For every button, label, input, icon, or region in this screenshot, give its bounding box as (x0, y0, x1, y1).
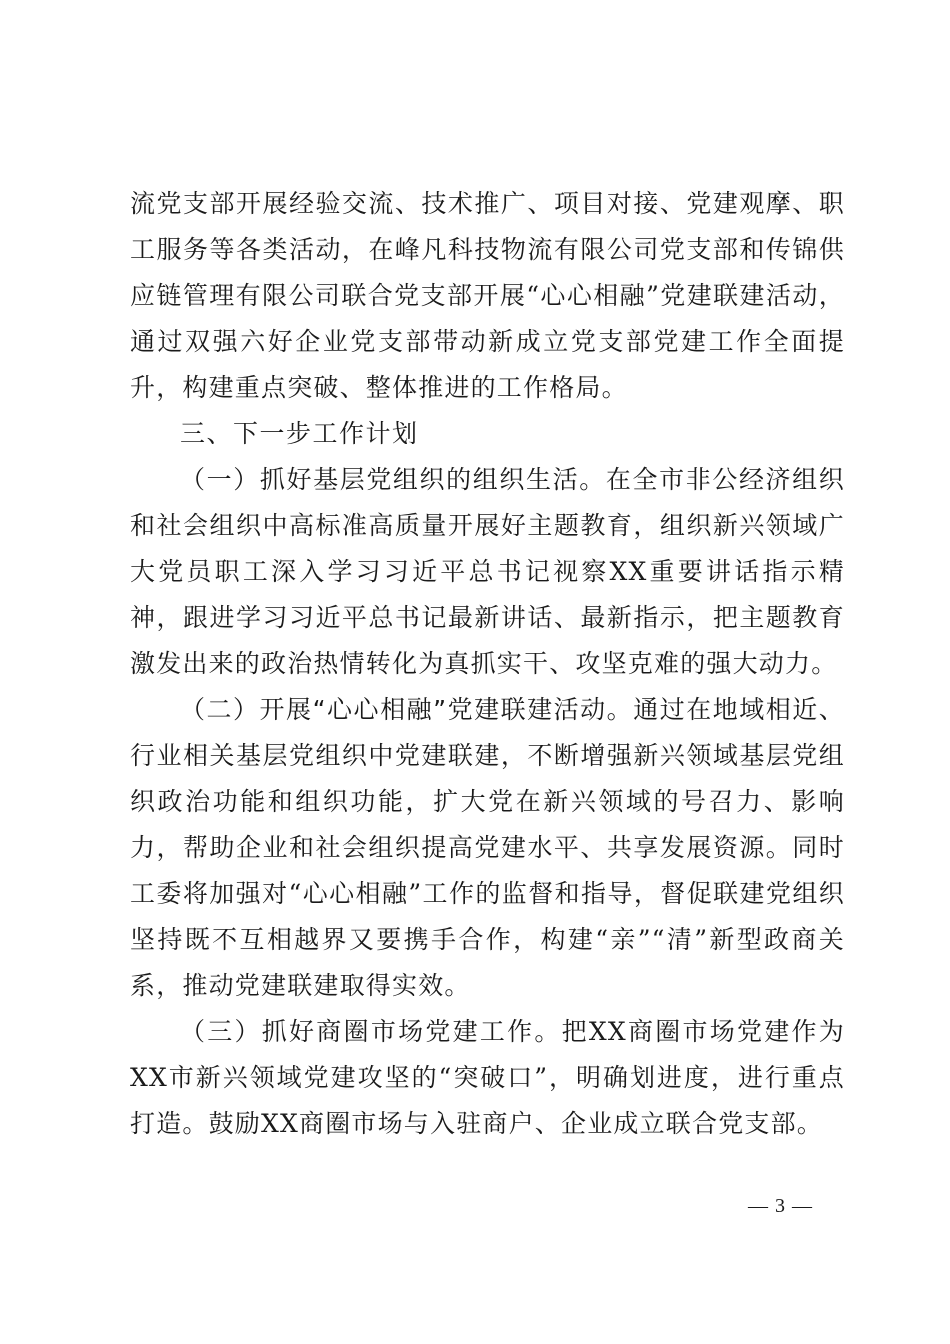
plan-item-1 (130, 457, 845, 687)
plan-item-3-body: 把XX商圈市场党建作为XX市新兴领域党建攻坚的“突破口”，明确划进度，进行重点打造。鼓励XX商圈市场与入驻商户、企业成立联合党支部。 (130, 1017, 845, 1138)
plan-item-1-body: 在全市非公经济组织和社会组织中高标准高质量开展好主题教育，组织新兴领域广大党员职工深入学习习近平总书记视察XX重要讲话指示精神，跟进学习习近平总书记最新讲话、最新指示，把主题教育激发出来的政治热情转化为真抓实干、攻坚克难的强大动力。 (130, 465, 845, 678)
plan-item-3-lead: （三）抓好商圈市场党建工作。 (180, 1017, 562, 1046)
page-number: — 3 — (748, 1195, 813, 1217)
section-heading: 三、下一步工作计划 (180, 419, 419, 448)
document-body (130, 181, 845, 1147)
plan-item-2 (130, 687, 845, 1009)
plan-item-1-lead: （一）抓好基层党组织的组织生活。 (180, 465, 606, 494)
plan-item-2-lead: （二）开展“心心相融”党建联建活动。 (180, 695, 634, 724)
plan-item-3 (130, 1009, 845, 1147)
plan-item-2-body: 通过在地域相近、行业相关基层党组织中党建联建，不断增强新兴领域基层党组织政治功能和组织功能，扩大党在新兴领域的号召力、影响力，帮助企业和社会组织提高党建水平、共享发展资源。同时工委将加强对“心心相融”工作的监督和指导，督促联建党组织坚持既不互相越界又要携手合作，构建“亲”“清”新型政商关系，推动党建联建取得实效。 (130, 695, 845, 1000)
paragraph-continued: 流党支部开展经验交流、技术推广、项目对接、党建观摩、职工服务等各类活动，在峰凡科技物流有限公司党支部和传锦供应链管理有限公司联合党支部开展“心心相融”党建联建活动，通过双强六好企业党支部带动新成立党支部党建工作全面提升，构建重点突破、整体推进的工作格局。 (130, 189, 845, 402)
